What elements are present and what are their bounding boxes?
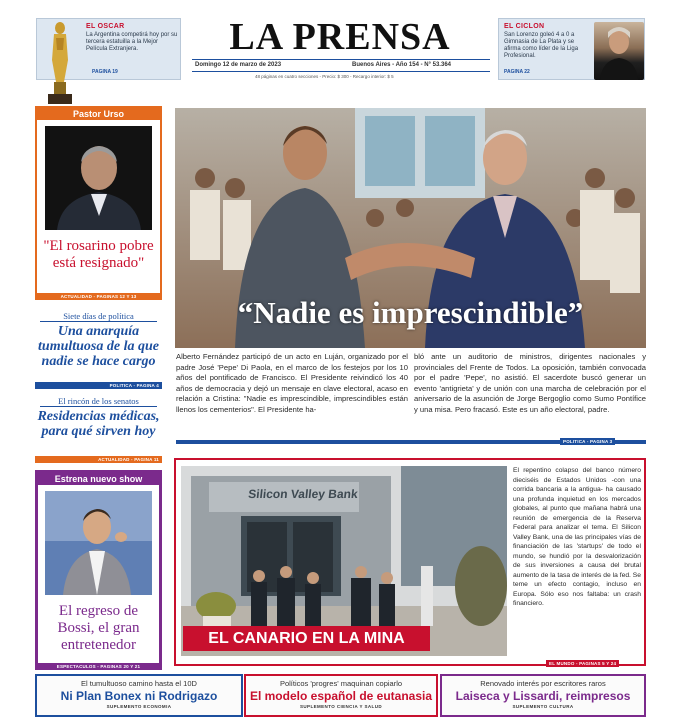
story-residencias-headline[interactable]: Residencias médicas, para qué sirven hoy (37, 409, 160, 439)
card-pastor-urso-footer: ACTUALIDAD - PAGINAS 12 Y 13 (35, 293, 162, 300)
teaser-ciclon-title: EL CICLON (504, 23, 545, 30)
bossi-photo (45, 491, 152, 595)
teaser-ciclon-page: PAGINA 22 (504, 69, 530, 75)
bottom-ciencia-title: El modelo español de eutanasia (249, 689, 433, 703)
bottom-ciencia[interactable] (244, 674, 438, 717)
bottom-economia[interactable] (35, 674, 243, 717)
masthead-rule-bottom (192, 71, 490, 72)
bottom-cultura-footer: SUPLEMENTO CULTURA (512, 704, 574, 709)
story-residencias-footer: ACTUALIDAD - PAGINA 11 (35, 456, 162, 463)
bossi-headline: El regreso de Bossi, el gran entretenedor (57, 603, 140, 653)
card-bossi[interactable] (35, 470, 162, 668)
bottom-cultura-title: Laiseca y Lissardi, reimpresos (455, 689, 631, 703)
pastor-urso-photo (45, 126, 152, 230)
coach-photo (594, 22, 644, 80)
teaser-oscar-text: La Argentina competirá hoy por su tercera estatuilla a la Mejor Película Extranjera. (86, 32, 178, 52)
bottom-ciencia-footer: SUPLEMENTO CIENCIA Y SALUD (300, 704, 382, 709)
second-body: El repentino colapso del banco número dieciséis de Estados Unidos -con una corrida bancaria a la antigua- ha causado una profunda inquietud en los mercados globales, al punto que mañana habrá una reunión de emergencia de la Reserva Federal para analizar el tema. El Silicon Valley Bank, una de las principales vías de financiación de las 'startups' de todo el mundo, se hundió por la desvalorización de sus inversiones a causa del brutal aumento de la tasa de interés de la fed. Se teme un efecto contagio, incluso en Europa. Sólo eso nos faltaba: un crash financiero. (513, 467, 641, 607)
oscar-statuette-icon (42, 20, 78, 106)
card-bossi-footer: ESPECTACULOS - PAGINAS 20 Y 21 (35, 663, 162, 670)
story-residencias-kicker: El rincón de los senatos (58, 396, 139, 406)
masthead: LA PRENSA (229, 16, 451, 58)
canario-headline[interactable]: EL CANARIO EN LA MINA (208, 630, 405, 647)
teaser-oscar-title: EL OSCAR (86, 23, 125, 30)
bottom-cultura[interactable] (440, 674, 646, 717)
story-anarquia-footer: POLITICA - PAGINA 4 (35, 382, 162, 389)
pastor-urso-quote: "El rosarino pobre está resignado" (43, 238, 154, 271)
bottom-economia-kicker: El tumultuoso camino hasta el 10D (81, 679, 197, 688)
masthead-rule-top (192, 59, 490, 60)
second-footer: EL MUNDO - PAGINAS 5 Y 24 (546, 660, 619, 667)
kicker-rule-2 (40, 406, 157, 407)
kicker-rule (40, 321, 157, 322)
main-body-left: Alberto Fernández participó de un acto en Luján, organizado por el padre José 'Pepe' Di Paola, en el marco de los festejos por los 10 años del pontificado de Francisco. El Presidente reivindicó los 40 años de democracia y dejó un mensaje en clave electoral, acaso en relación a Cristina: "Nadie es imprescindible, imprescindibles están llenos los cementerios". El Presidente ha- (176, 352, 408, 414)
main-headline[interactable]: “Nadie es imprescindible” (237, 295, 584, 330)
main-body-right: bló ante un auditorio de ministros, dirigentes nacionales y provinciales del Frente de Todos. La oposición, también convocada por el padre 'Pepe', no asistió. El sacerdote buscó generar un evento 'antigrieta' y de unión con una marcha de celebración por el aniversario de la asunción de Jorge Bergoglio como Sumo Pontífice y una misa. Pero fracasó. Este es un año electoral, padre. (414, 352, 646, 414)
teaser-oscar-page: PAGINA 19 (92, 69, 118, 75)
story-anarquia-kicker: Siete días de política (63, 311, 134, 321)
bottom-cultura-kicker: Renovado interés por escritores raros (480, 679, 606, 688)
svb-sign: Silicon Valley Bank (247, 487, 359, 501)
bottom-economia-footer: SUPLEMENTO ECONOMIA (106, 704, 172, 709)
card-bossi-header: Estrena nuevo show (38, 473, 159, 485)
card-pastor-urso-header: Pastor Urso (37, 108, 160, 120)
bottom-ciencia-kicker: Políticos 'progres' maquinan copiarlo (279, 679, 403, 688)
bottom-economia-title: Ni Plan Bonex ni Rodrigazo (60, 689, 218, 703)
teaser-ciclon-text: San Lorenzo goleó 4 a 0 a Gimnasia de La Plata y se afirma como líder de la Liga Profesional. (504, 32, 579, 59)
card-pastor-urso[interactable] (35, 106, 162, 298)
dateline-date: Domingo 12 de marzo de 2023 (195, 62, 282, 68)
dateline-edition: Buenos Aires - Año 154 - N° 53.364 (352, 62, 451, 68)
subline: 48 páginas en cuatro secciones - Precio: $ 300 - Recargo interior: $ 5 (255, 74, 394, 79)
story-anarquia-headline[interactable]: Una anarquía tumultuosa de la que nadie se hace cargo (38, 324, 159, 369)
main-footer: POLITICA - PAGINA 3 (560, 438, 615, 445)
